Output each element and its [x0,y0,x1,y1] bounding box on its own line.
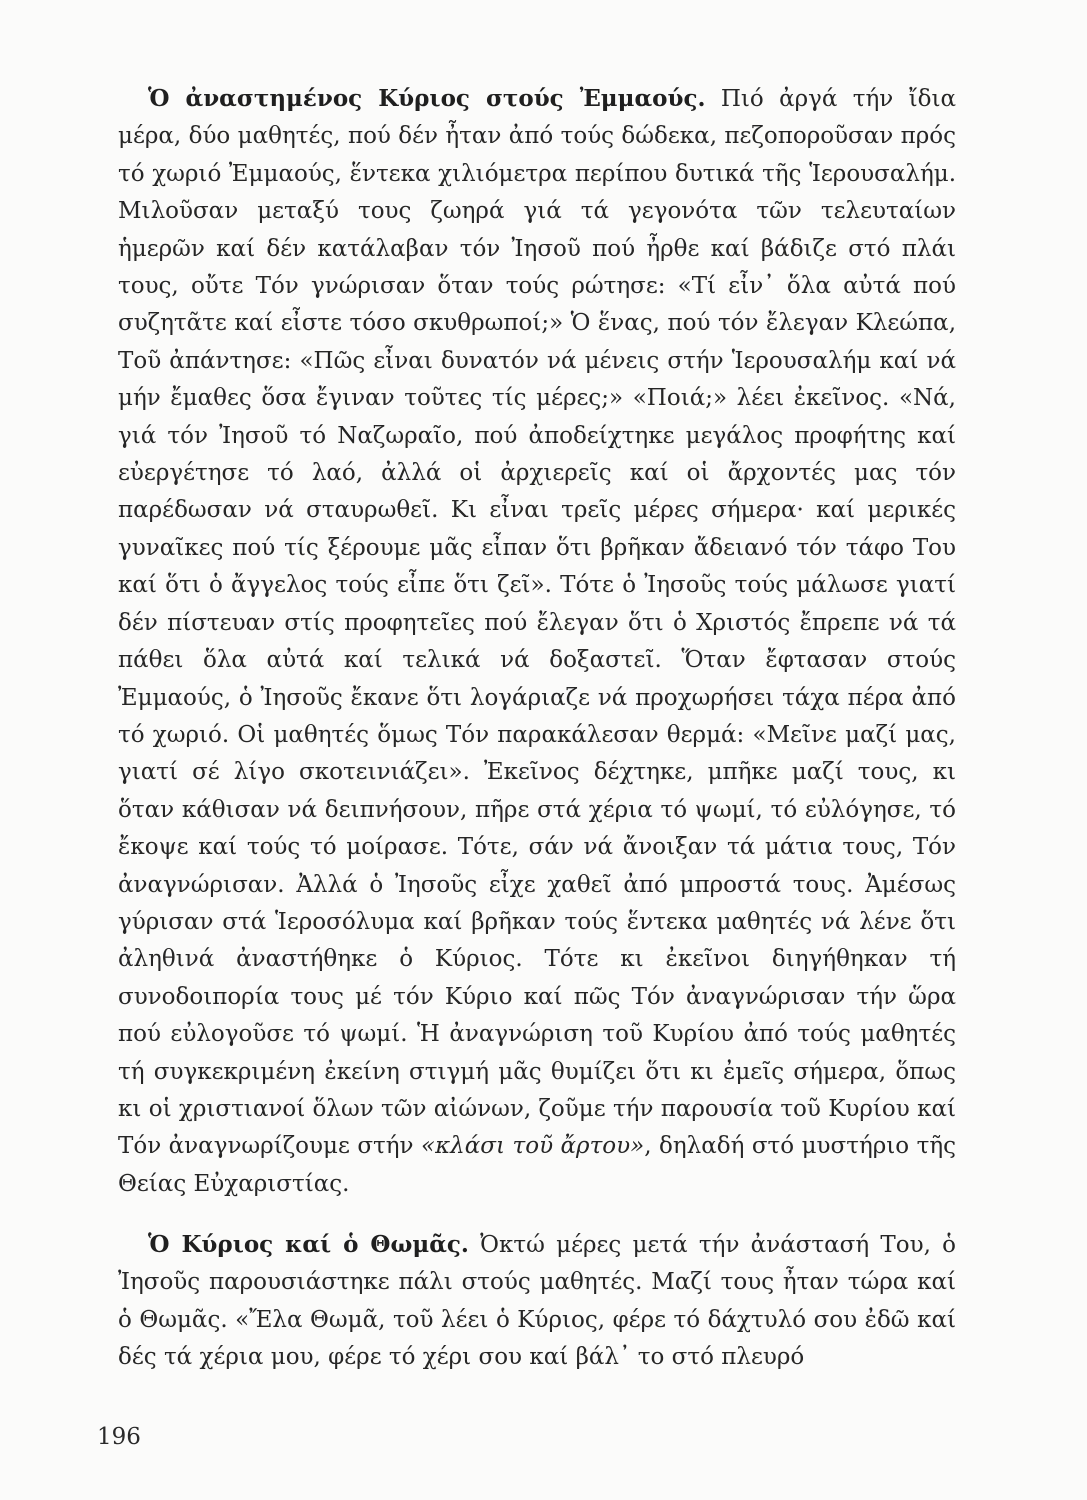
paragraph-text-end: , δηλαδή στό μυστήριο τῆς Θείας Εὐχαριστίας. [118,1133,956,1197]
paragraph-thomas [118,1226,956,1377]
page-number: 196 [97,1424,141,1450]
paragraph-emmaus [118,80,956,1203]
section-heading-emmaus: Ὁ ἀναστημένος Κύριος στούς Ἐμμαούς. [148,85,706,112]
paragraph-text: Πιό ἀργά τήν ἴδια μέρα, δύο μαθητές, πού δέν ἦταν ἀπό τούς δώδεκα, πεζοποροῦσαν πρός τό χωριό Ἐμμαούς, ἕντεκα χιλιόμετρα περίπου δυτικά τῆς Ἱερουσαλήμ. Μιλοῦσαν μεταξύ τους ζωηρά γιά τά γεγονότα τῶν τελευταίων ἡμερῶν καί δέν κατάλαβαν τόν Ἰησοῦ πού ἦρθε καί βάδιζε στό πλάι τους, οὔτε Τόν γνώρισαν ὅταν τούς ρώτησε: «Τί εἶν᾽ ὅλα αὐτά πού συζητᾶτε καί εἶστε τόσο σκυθρωποί;» Ὁ ἕνας, πού τόν ἔλεγαν Κλεώπα, Τοῦ ἀπάντησε: «Πῶς εἶναι δυνατόν νά μένεις στήν Ἱερουσαλήμ καί νά μήν ἔμαθες ὅσα ἔγιναν τοῦτες τίς μέρες;» «Ποιά;» λέει ἐκεῖνος. «Νά, γιά τόν Ἰησοῦ τό Ναζωραῖο, πού ἀποδείχτηκε μεγάλος προφήτης καί εὐεργέτησε τό λαό, ἀλλά οἱ ἀρχιερεῖς καί οἱ ἄρχοντές μας τόν παρέδωσαν νά σταυρωθεῖ. Κι εἶναι τρεῖς μέρες σήμερα· καί μερικές γυναῖκες πού τίς ξέρουμε μᾶς εἶπαν ὅτι βρῆκαν ἄδειανό τόν τάφο Του καί ὅτι ὁ ἄγγελος τούς εἶπε ὅτι ζεῖ». Τότε ὁ Ἰησοῦς τούς μάλωσε γιατί δέν πίστευαν στίς προφητεῖες πού ἔλεγαν ὅτι ὁ Χριστός ἔπρεπε νά τά πάθει ὅλα αὐτά καί τελικά νά δοξαστεῖ. Ὅταν ἔφτασαν στούς Ἐμμαούς, ὁ Ἰησοῦς ἔκανε ὅτι λογάριαζε νά προχωρήσει τάχα πέρα ἀπό τό χωριό. Οἱ μαθητές ὅμως Τόν παρακάλεσαν θερμά: «Μεῖνε μαζί μας, γιατί σέ λίγο σκοτεινιάζει». Ἐκεῖνος δέχτηκε, μπῆκε μαζί τους, κι ὅταν κάθισαν νά δειπνήσουν, πῆρε στά χέρια τό ψωμί, τό εὐλόγησε, τό ἔκοψε καί τούς τό μοίρασε. Τότε, σάν νά ἄνοιξαν τά μάτια τους, Τόν ἀναγνώρισαν. Ἀλλά ὁ Ἰησοῦς εἶχε χαθεῖ ἀπό μπροστά τους. Ἀμέσως γύρισαν στά Ἱεροσόλυμα καί βρῆκαν τούς ἕντεκα μαθητές νά λένε ὅτι ἀληθινά ἀναστήθηκε ὁ Κύριος. Τότε κι ἐκεῖνοι διηγήθηκαν τή συνοδοιπορία τους μέ τόν Κύριο καί πῶς Τόν ἀναγνώρισαν τήν ὥρα πού εὐλογοῦσε τό ψωμί. Ἡ ἀναγνώριση τοῦ Κυρίου ἀπό τούς μαθητές τή συγκεκριμένη ἐκείνη στιγμή μᾶς θυμίζει ὅτι κι ἐμεῖς σήμερα, ὅπως κι οἱ χριστιανοί ὅλων τῶν αἰώνων, ζοῦμε τήν παρουσία τοῦ Κυρίου καί Τόν ἀναγνωρίζουμε στήν [118,86,956,1160]
emphasized-phrase: «κλάσι τοῦ ἄρτου» [421,1133,645,1160]
paragraph-text: Ὀκτώ μέρες μετά τήν ἀνάστασή Του, ὁ Ἰησοῦς παρουσιάστηκε πάλι στούς μαθητές. Μαζί τους ἦταν τώρα καί ὁ Θωμᾶς. «Ἔλα Θωμᾶ, τοῦ λέει ὁ Κύριος, φέρε τό δάχτυλό σου ἐδῶ καί δές τά χέρια μου, φέρε τό χέρι σου καί βάλ᾽ το στό πλευρό [118,1232,956,1371]
paragraph-body [118,80,956,1203]
paragraph-body [118,1226,956,1377]
section-heading-thomas: Ὁ Κύριος καί ὁ Θωμᾶς. [148,1231,469,1258]
